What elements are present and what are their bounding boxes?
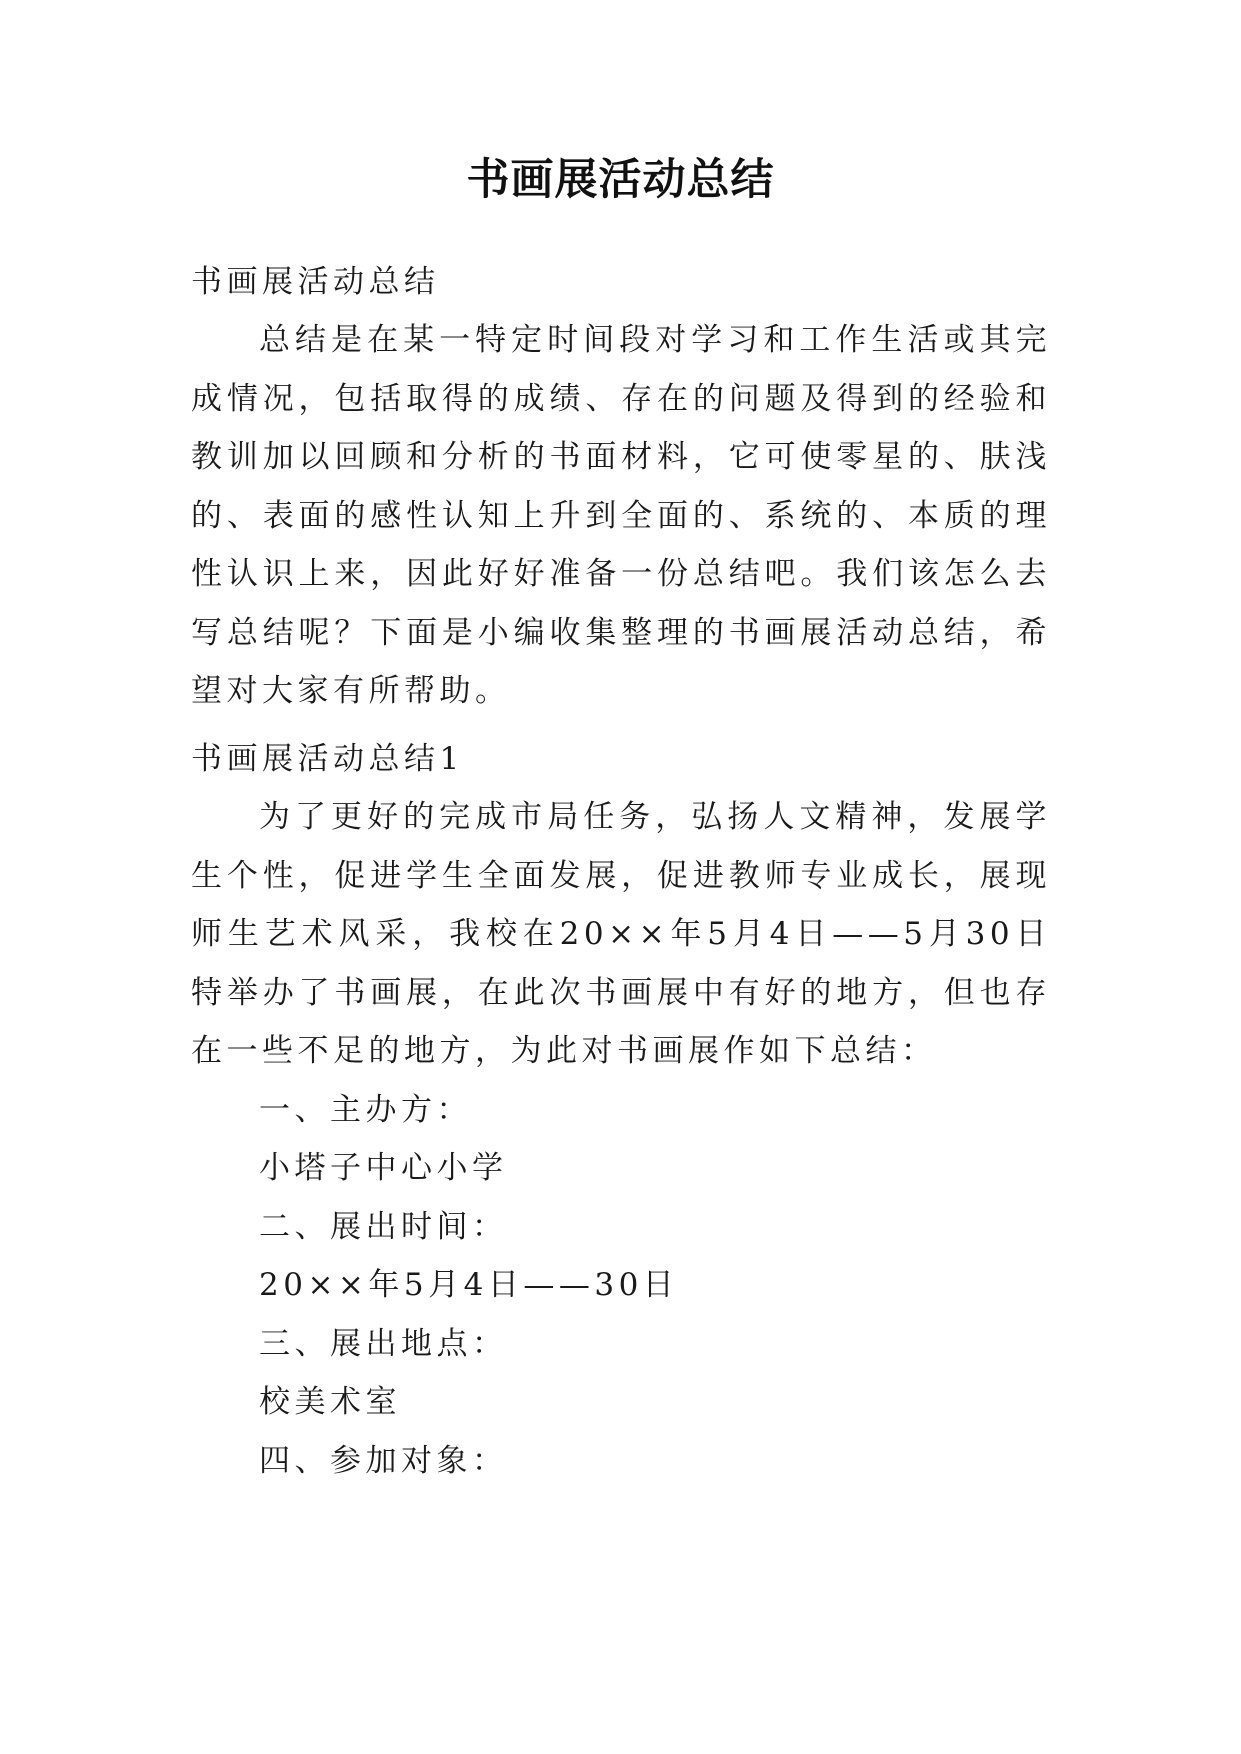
- intro-heading: 书画展活动总结: [191, 264, 440, 300]
- participants-label: 四、参加对象：: [259, 1442, 508, 1479]
- exhibition-location-label: 三、展出地点：: [259, 1325, 508, 1362]
- exhibition-location-value: 校美术室: [259, 1384, 401, 1420]
- section1-paragraph: 为了更好的完成市局任务，弘扬人文精神，发展学生个性，促进学生全面发展，促进教师专业成长，展现师生艺术风采，我校在20××年5月4日——5月30日特举办了书画展，在此次书画展中有好的地方，但也存在一些不足的地方，为此对书画展作如下总结：: [191, 799, 1051, 1069]
- exhibition-time-value: 20××年5月4日——30日: [259, 1267, 679, 1303]
- document-title: 书画展活动总结: [466, 155, 775, 205]
- organizer-label: 一、主办方：: [259, 1091, 472, 1128]
- exhibition-time-label: 二、展出时间：: [259, 1208, 508, 1245]
- intro-paragraph: 总结是在某一特定时间段对学习和工作生活或其完成情况，包括取得的成绩、存在的问题及得到的经验和教训加以回顾和分析的书面材料，它可使零星的、肤浅的、表面的感性认知上升到全面的、系统的、本质的理性认识上来，因此好好准备一份总结吧。我们该怎么去写总结呢？下面是小编收集整理的书画展活动总结，希望对大家有所帮助。: [191, 322, 1051, 709]
- section1-body: [191, 788, 1051, 1490]
- organizer-value: 小塔子中心小学: [259, 1150, 508, 1186]
- intro-section: [191, 311, 1051, 721]
- section1-heading: 书画展活动总结1: [191, 741, 464, 777]
